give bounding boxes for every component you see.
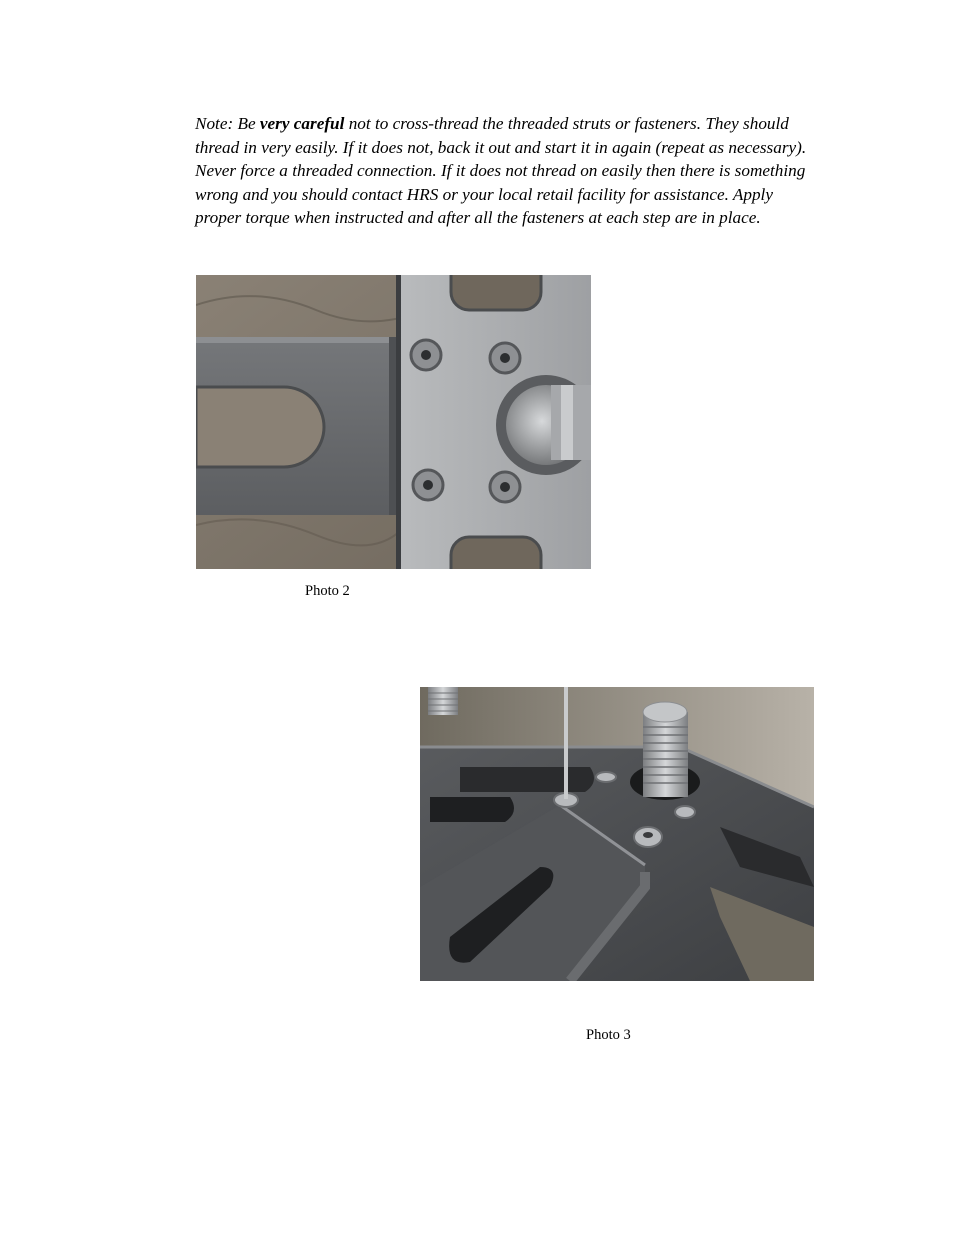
photo-3-image (420, 687, 814, 981)
photo-3-caption: Photo 3 (586, 1027, 631, 1043)
photo-2-image (196, 275, 591, 569)
note-emphasis: very careful (259, 114, 345, 133)
note-body: not to cross-thread the threaded struts or fasteners. They should thread in very easily. If it does not, back it out and start it in again (repeat as necessary). Never force a threaded connection. If it does not thread on easily then there is something wrong and you should contact HRS or your local retail facility for assistance. Apply proper torque when instructed and after all the fasteners at each step are in place. (195, 114, 807, 228)
note-prefix: Note: Be (195, 114, 260, 133)
photo-2-caption: Photo 2 (305, 583, 350, 599)
assembly-note (195, 112, 815, 230)
